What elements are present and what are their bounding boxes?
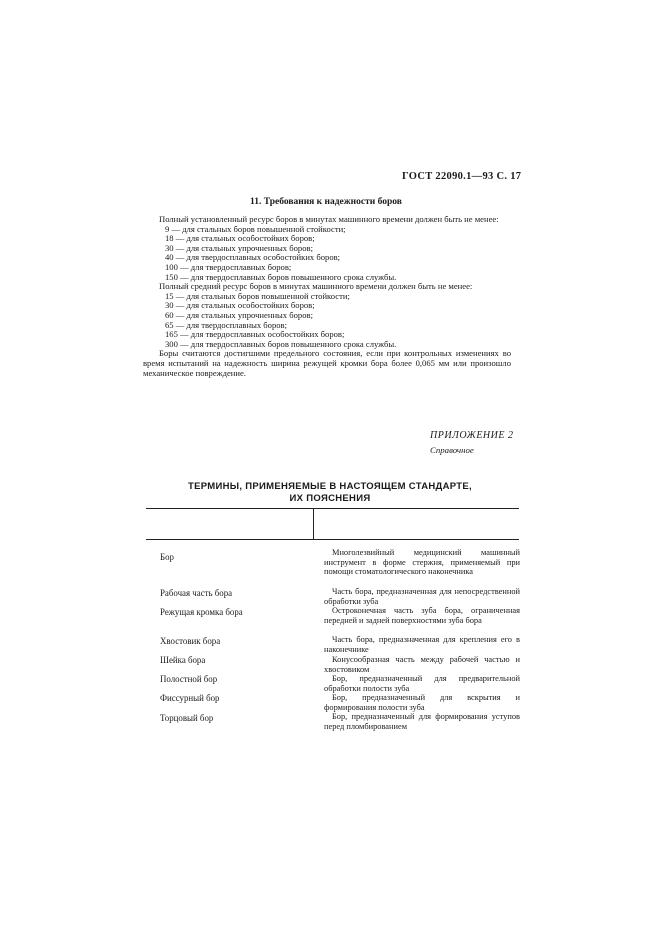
appendix-title-line1: ТЕРМИНЫ, ПРИМЕНЯЕМЫЕ В НАСТОЯЩЕМ СТАНДАРТЕ, <box>188 481 472 492</box>
list-item: 300 — для твердосплавных боров повышенного срока службы. <box>165 338 397 349</box>
list-item: 165 — для твердосплавных особостойких боров; <box>165 329 345 340</box>
table-header-rule <box>146 539 519 540</box>
list-item: 18 — для стальных особостойких боров; <box>165 233 315 244</box>
term-cell: Торцовый бор <box>160 713 214 723</box>
table-header-divider <box>313 508 314 539</box>
term-cell: Хвостовик бора <box>160 636 221 646</box>
list-item: 65 — для твердосплавных боров; <box>165 319 287 330</box>
appendix-sublabel: Справочное <box>430 445 474 455</box>
paragraph-average-resource: Полный средний ресурс боров в минутах машинного времени должен быть не менее: <box>159 281 473 292</box>
list-item: 30 — для стальных особостойких боров; <box>165 300 315 311</box>
paragraph-limit-state: Боры считаются достигшими предельного состояния, если при контрольных изменениях во время испытаний на надежность ширина режущей кромки бора более 0,065 мм или произошло механическое повреждение. <box>143 348 511 378</box>
list-item: 15 — для стальных боров повышенной стойкости; <box>165 290 350 301</box>
list-item: 9 — для стальных боров повышенной стойкости; <box>165 223 346 234</box>
definition-cell: Часть бора, предназначенная для крепления его в наконечнике <box>324 635 520 654</box>
term-cell: Полостной бор <box>160 674 218 684</box>
appendix-title <box>140 481 520 504</box>
term-cell: Бор <box>160 552 174 562</box>
term-cell: Фиссурный бор <box>160 693 220 703</box>
definition-cell: Остроконечная часть зуба бора, ограниченная передней и задней поверхностями зуба бора <box>324 606 520 625</box>
appendix-title-line2: ИХ ПОЯСНЕНИЯ <box>289 492 371 504</box>
page-header-code: ГОСТ 22090.1—93 С. 17 <box>402 171 522 182</box>
list-item: 150 — для твердосплавных боров повышенного срока службы. <box>165 271 397 282</box>
definition-cell: Конусообразная часть между рабочей частью и хвостовиком <box>324 655 520 674</box>
section-title: 11. Требования к надежности боров <box>250 197 402 207</box>
definition-cell: Многолезвийный медицинский машинный инструмент в форме стержня, применяемый при помощи стоматологического наконечника <box>324 548 520 576</box>
term-cell: Режущая кромка бора <box>160 607 243 617</box>
average-resource-list <box>143 292 511 350</box>
definition-cell: Бор, предназначенный для предварительной обработки полости зуба <box>324 674 520 693</box>
definition-cell: Бор, предназначенный для формирования уступов перед пломбированием <box>324 712 520 731</box>
term-cell: Шейка бора <box>160 655 206 665</box>
list-item: 60 — для стальных упрочненных боров; <box>165 309 313 320</box>
definition-cell: Часть бора, предназначенная для непосредственной обработки зуба <box>324 587 520 606</box>
term-cell: Рабочая часть бора <box>160 588 233 598</box>
paragraph-installed-resource: Полный установленный ресурс боров в минутах машинного времени должен быть не менее: <box>159 214 499 224</box>
table-top-rule <box>146 508 519 509</box>
section-body <box>143 215 511 378</box>
installed-resource-list <box>143 225 511 283</box>
definition-cell: Бор, предназначенный для вскрытия и формирования полости зуба <box>324 693 520 712</box>
list-item: 30 — для стальных упрочненных боров; <box>165 242 313 253</box>
list-item: 40 — для твердосплавных особостойких боров; <box>165 252 341 263</box>
appendix-label: ПРИЛОЖЕНИЕ 2 <box>430 430 514 441</box>
list-item: 100 — для твердосплавных боров; <box>165 261 292 272</box>
